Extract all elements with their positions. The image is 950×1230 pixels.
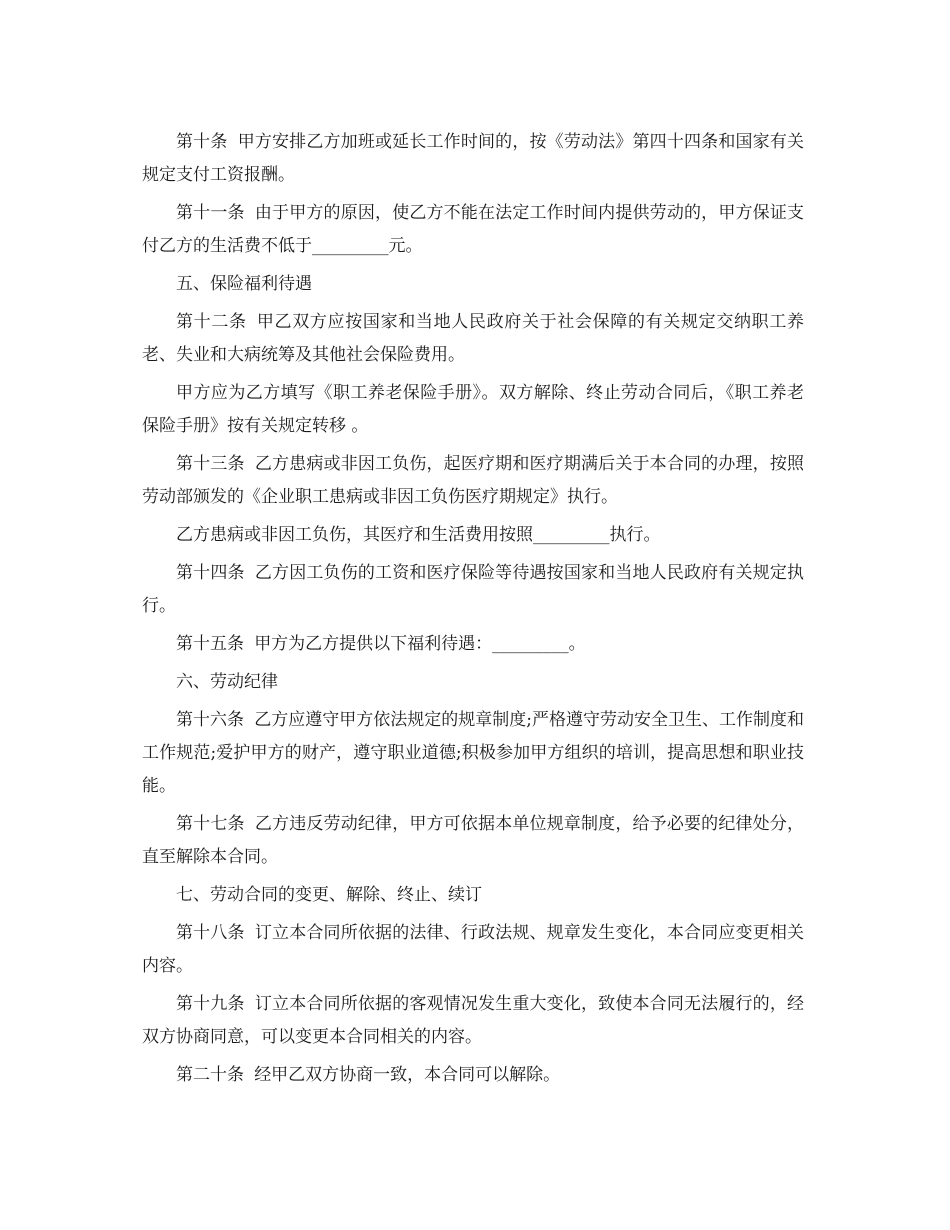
paragraph-pension-handbook: 甲方应为乙方填写《职工养老保险手册》。双方解除、终止劳动合同后，《职工养老保险手册》按有关规定转移 。 [142, 383, 804, 436]
article-11 [142, 197, 804, 263]
document-page [142, 126, 804, 1097]
article-number: 第十四条 [176, 563, 245, 583]
article-number: 第十一条 [176, 203, 245, 223]
article-text: 经甲乙双方协商一致，本合同可以解除。 [254, 1065, 561, 1085]
section-heading-discipline: 六、劳动纪律 [176, 672, 278, 692]
article-17 [142, 808, 804, 874]
article-15 [142, 628, 804, 661]
article-number: 第十五条 [176, 634, 244, 654]
article-text: 由于甲方的原因，使乙方不能在法定工作时间内提供劳动的，甲方保证支付乙方的生活费不低于_________元。 [142, 203, 805, 256]
article-number: 第十三条 [176, 454, 245, 474]
article-text: 订立本合同所依据的客观情况发生重大变化，致使本合同无法履行的，经双方协商同意，可以变更本合同相关的内容。 [142, 994, 805, 1047]
article-16 [142, 704, 804, 803]
section-heading-insurance: 五、保险福利待遇 [176, 274, 312, 294]
article-text: 乙方应遵守甲方依法规定的规章制度;严格遵守劳动安全卫生、工作制度和工作规范;爱护甲方的财产，遵守职业道德;积极参加甲方组织的培训，提高思想和职业技能。 [142, 710, 804, 796]
article-text: 乙方违反劳动纪律，甲方可依据本单位规章制度，给予必要的纪律处分，直至解除本合同。 [142, 814, 805, 867]
article-14 [142, 557, 804, 623]
article-text: 乙方患病或非因工负伤，起医疗期和医疗期满后关于本合同的办理，按照劳动部颁发的《企业职工患病或非因工负伤医疗期规定》执行。 [142, 454, 805, 507]
article-text: 甲乙双方应按国家和当地人民政府关于社会保障的有关规定交纳职工养老、失业和大病统筹及其他社会保险费用。 [142, 312, 805, 365]
article-18 [142, 917, 804, 983]
article-19 [142, 988, 804, 1054]
article-number: 第十条 [176, 132, 228, 152]
paragraph-medical-expenses: 乙方患病或非因工负伤，其医疗和生活费用按照_________执行。 [176, 525, 661, 545]
article-10 [142, 126, 804, 192]
article-number: 第十八条 [176, 923, 245, 943]
article-number: 第十六条 [176, 710, 245, 730]
article-number: 第十九条 [176, 994, 245, 1014]
article-number: 第十二条 [176, 312, 247, 332]
section-heading-contract-changes: 七、劳动合同的变更、解除、终止、续订 [176, 885, 482, 905]
article-number: 第十七条 [176, 814, 245, 834]
article-text: 甲方为乙方提供以下福利待遇：_________。 [254, 634, 586, 654]
article-text: 甲方安排乙方加班或延长工作时间的，按《劳动法》第四十四条和国家有关规定支付工资报酬。 [142, 132, 805, 185]
article-text: 乙方因工负伤的工资和医疗保险等待遇按国家和当地人民政府有关规定执行。 [142, 563, 805, 616]
article-20 [142, 1059, 804, 1092]
article-12 [142, 306, 804, 372]
article-text: 订立本合同所依据的法律、行政法规、规章发生变化，本合同应变更相关内容。 [142, 923, 805, 976]
article-13 [142, 448, 804, 514]
article-number: 第二十条 [176, 1065, 244, 1085]
